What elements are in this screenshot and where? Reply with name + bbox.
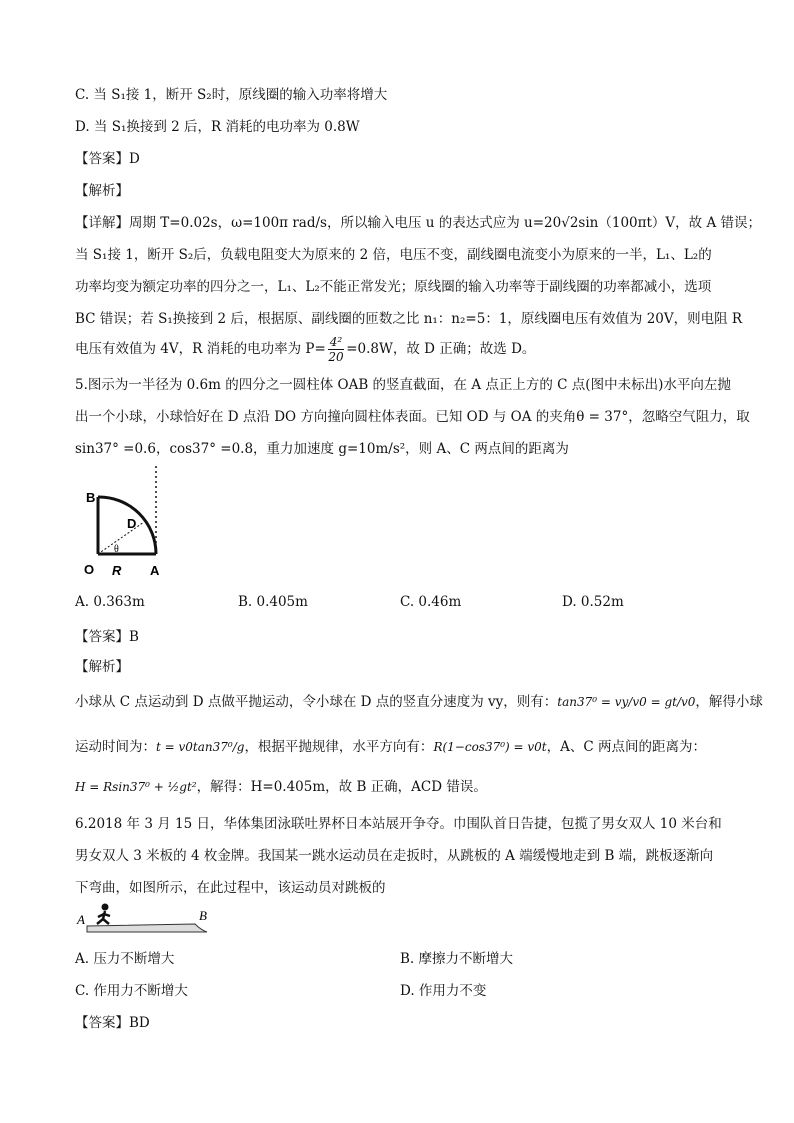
q5-sol-1b: ，解得小球 [695, 694, 763, 710]
athlete-head-icon [102, 904, 109, 911]
q5-sol-2b: ，根据平抛规律，水平方向有： [244, 739, 434, 755]
q5-sol-1a: 小球从 C 点运动到 D 点做平抛运动，令小球在 D 点的竖直分速度为 vy，则有： [75, 694, 558, 710]
label-o: O [84, 562, 95, 577]
segment-od [98, 522, 144, 554]
q5-stem-line-1: 5.图示为一半径为 0.6m 的四分之一圆柱体 OAB 的竖直截面，在 A 点正上方的 C 点(图中未标出)水平向左抛 [75, 377, 731, 393]
q6-option-b: B. 摩擦力不断增大 [400, 951, 514, 967]
q6-option-a: A. 压力不断增大 [75, 951, 175, 967]
q5-answer: 【答案】B [75, 629, 139, 645]
q6-diving-board-figure [75, 902, 215, 938]
q4-detail-line-1: 【详解】周期 T=0.02s，ω=100π rad/s，所以输入电压 u 的表达式应为 u=20√2sin（100πt）V，故 A 错误； [75, 215, 761, 231]
q4-option-d: D. 当 S₁换接到 2 后，R 消耗的电功率为 0.8W [75, 119, 360, 135]
q4-power-fraction [328, 335, 344, 364]
q4-analysis-heading: 【解析】 [75, 183, 129, 199]
q4-option-c: C. 当 S₁接 1，断开 S₂时，原线圈的输入功率将增大 [75, 87, 388, 103]
q6-stem-line-2: 男女双人 3 米板的 4 枚金牌。我国某一跳水运动员在走扳时，从跳板的 A 端缓慢地走到 B 端，跳板逐渐向 [75, 848, 714, 864]
label-b: B [199, 908, 207, 923]
q5-analysis-heading: 【解析】 [75, 659, 129, 675]
q5-option-c: C. 0.46m [400, 594, 462, 610]
q5-solution-line-2 [75, 735, 706, 755]
q5-stem-line-3: sin37° =0.6，cos37° =0.8，重力加速度 g=10m/s²，则 A、C 两点间的距离为 [75, 441, 569, 457]
diving-board [87, 924, 207, 932]
q5-solution-line-3 [75, 775, 487, 795]
athlete-body-icon [97, 911, 110, 924]
q6-stem-line-1: 6.2018 年 3 月 15 日，华体集团泳联吐界杯日本站展开争夺。巾围队首日告捷，包揽了男女双人 10 米台和 [75, 816, 722, 832]
q5-eq-h: H = Rsin37⁰ + ½gt² [75, 780, 197, 794]
q5-option-b: B. 0.405m [238, 594, 308, 610]
q4-detail-line-5a: 电压有效值为 4V，R 消耗的电功率为 P= [75, 341, 326, 357]
q6-option-d: D. 作用力不变 [400, 983, 487, 999]
q5-sol-2a: 运动时间为： [75, 739, 156, 755]
q5-sol-2c: ，A、C 两点间的距离为： [546, 739, 707, 755]
label-b: B [86, 490, 96, 505]
q5-quarter-cylinder-figure [80, 462, 180, 584]
q4-answer: 【答案】D [75, 151, 140, 167]
q4-detail-line-2: 当 S₁接 1，断开 S₂后，负载电阻变大为原来的 2 倍，电压不变，副线圈电流变小为原来的一半，L₁、L₂的 [75, 247, 712, 263]
label-r: R [112, 563, 122, 578]
q5-sol-3b: ，解得：H=0.405m，故 B 正确，ACD 错误。 [196, 779, 487, 795]
q5-option-a: A. 0.363m [75, 594, 145, 610]
q5-eq-horizontal: R(1−cos37⁰) = v0t [433, 740, 547, 754]
q5-solution-line-1 [75, 690, 763, 710]
q4-detail-line-3: 功率均变为额定功率的四分之一，L₁、L₂不能正常发光；原线圈的输入功率等于副线圈的功率都减小，选项 [75, 279, 712, 295]
q5-stem-line-2: 出一个小球，小球恰好在 D 点沿 DO 方向撞向圆柱体表面。已知 OD 与 OA 的夹角θ = 37°，忽略空气阻力，取 [75, 409, 750, 425]
q4-detail-line-4: BC 错误；若 S₁换接到 2 后，根据原、副线圈的匝数之比 n₁：n₂=5：1，原线圈电压有效值为 20V，则电阻 R [75, 311, 743, 327]
frac-denominator: 20 [328, 350, 344, 364]
q5-eq-tan: tan37⁰ = vy/v0 = gt/v0 [557, 695, 696, 709]
label-d: D [127, 516, 137, 531]
q6-option-c: C. 作用力不断增大 [75, 983, 188, 999]
q4-detail-line-5b: =0.8W，故 D 正确；故选 D。 [346, 341, 536, 357]
label-a: A [150, 563, 160, 578]
frac-numerator: 4² [329, 335, 343, 349]
q6-stem-line-3: 下弯曲，如图所示，在此过程中，该运动员对跳板的 [75, 880, 386, 896]
q5-option-d: D. 0.52m [562, 594, 624, 610]
q4-detail-line-5 [75, 335, 535, 364]
label-a: A [77, 912, 85, 927]
label-theta: θ [114, 544, 119, 555]
q6-answer: 【答案】BD [75, 1015, 150, 1031]
q5-eq-t: t = v0tan37⁰/g [156, 740, 245, 754]
